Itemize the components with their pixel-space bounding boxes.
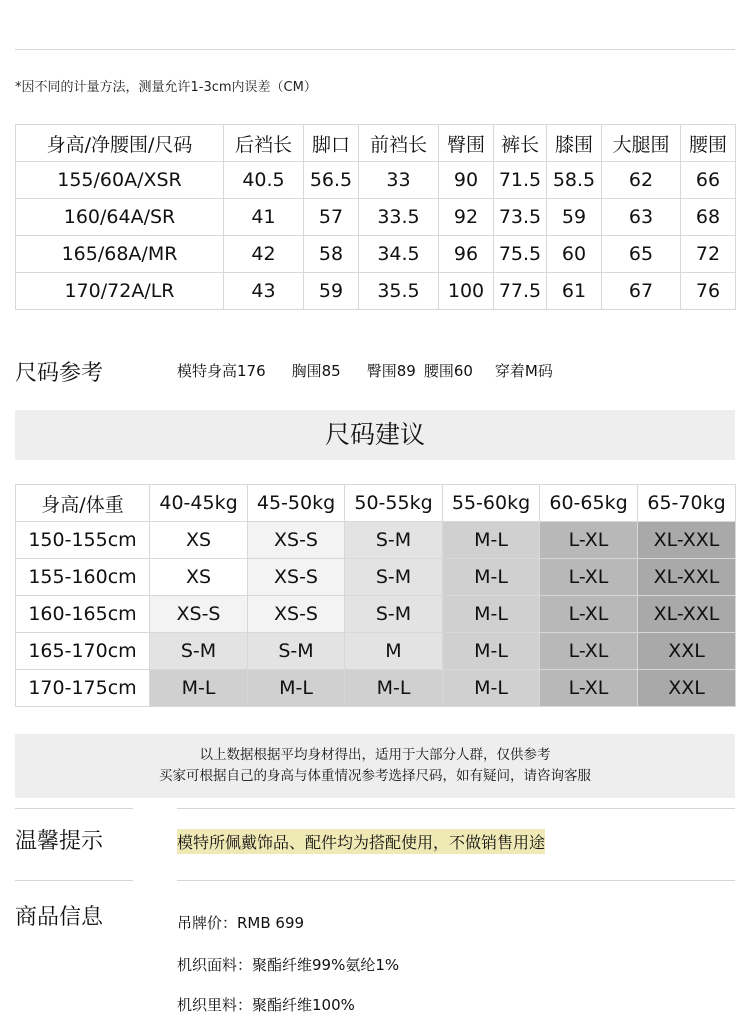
size-table-header: 脚口	[304, 125, 359, 162]
size-recommendation-banner: 尺码建议	[15, 410, 735, 460]
size-table-header: 裤长	[494, 125, 547, 162]
size-table-cell: 170/72A/LR	[16, 273, 224, 310]
size-table-cell: 100	[439, 273, 494, 310]
model-measurements	[177, 360, 579, 381]
size-table-row	[16, 162, 736, 199]
size-table-cell: 35.5	[359, 273, 439, 310]
recommend-header: 60-65kg	[540, 485, 638, 522]
recommend-size-cell: XS-S	[248, 559, 345, 596]
size-table-cell: 34.5	[359, 236, 439, 273]
recommend-size-cell: M-L	[248, 670, 345, 707]
recommend-height-cell: 155-160cm	[16, 559, 150, 596]
size-table-cell: 90	[439, 162, 494, 199]
recommend-size-cell: XS	[150, 522, 248, 559]
recommend-size-cell: XL-XXL	[638, 522, 736, 559]
measurement-note: *因不同的计量方法，测量允许1-3cm内误差（CM）	[15, 80, 317, 95]
recommend-row	[16, 596, 736, 633]
recommend-size-cell: M-L	[443, 596, 540, 633]
size-table-header: 大腿围	[602, 125, 681, 162]
recommend-size-cell: M-L	[345, 670, 443, 707]
info-divider-right	[177, 880, 735, 881]
size-table-cell: 76	[681, 273, 736, 310]
size-table-cell: 96	[439, 236, 494, 273]
recommend-size-cell: L-XL	[540, 596, 638, 633]
size-table-cell: 66	[681, 162, 736, 199]
disclaimer-line-2: 买家可根据自己的身高与体重情况参考选择尺码，如有疑问，请咨询客服	[159, 768, 591, 784]
size-table-cell: 42	[224, 236, 304, 273]
size-table-cell: 60	[547, 236, 602, 273]
recommend-height-cell: 170-175cm	[16, 670, 150, 707]
recommend-size-cell: M-L	[443, 559, 540, 596]
recommend-header: 55-60kg	[443, 485, 540, 522]
recommend-size-cell: XS-S	[150, 596, 248, 633]
size-table-header: 身高/净腰围/尺码	[16, 125, 224, 162]
size-table-header: 臀围	[439, 125, 494, 162]
recommend-size-cell: XS-S	[248, 596, 345, 633]
size-table-cell: 63	[602, 199, 681, 236]
size-table-cell: 58	[304, 236, 359, 273]
size-table-cell: 165/68A/MR	[16, 236, 224, 273]
recommend-size-cell: L-XL	[540, 670, 638, 707]
recommend-size-cell: S-M	[345, 522, 443, 559]
recommend-height-cell: 160-165cm	[16, 596, 150, 633]
recommend-size-cell: M	[345, 633, 443, 670]
size-table-cell: 57	[304, 199, 359, 236]
size-table-cell: 68	[681, 199, 736, 236]
fabric-composition: 机织面料：聚酯纤维99%氨纶1%	[177, 956, 400, 974]
model-hip: 臀围89	[366, 362, 416, 380]
top-divider	[15, 49, 735, 50]
size-table-header: 腰围	[681, 125, 736, 162]
size-table-header: 膝围	[547, 125, 602, 162]
recommend-header: 45-50kg	[248, 485, 345, 522]
tips-divider-right	[177, 808, 735, 809]
size-table-row	[16, 273, 736, 310]
size-table-cell: 59	[547, 199, 602, 236]
model-waist: 腰围60	[423, 362, 473, 380]
size-table-cell: 73.5	[494, 199, 547, 236]
size-table-cell: 56.5	[304, 162, 359, 199]
size-table-cell: 41	[224, 199, 304, 236]
recommend-size-cell: S-M	[345, 559, 443, 596]
recommend-size-cell: L-XL	[540, 559, 638, 596]
size-table-cell: 58.5	[547, 162, 602, 199]
recommend-size-cell: M-L	[443, 633, 540, 670]
recommend-size-cell: S-M	[345, 596, 443, 633]
disclaimer-box	[15, 734, 735, 798]
recommend-size-cell: XXL	[638, 633, 736, 670]
info-divider-left	[15, 880, 133, 881]
recommend-size-cell: L-XL	[540, 633, 638, 670]
size-table-cell: 33.5	[359, 199, 439, 236]
size-table-cell: 33	[359, 162, 439, 199]
size-table-cell: 77.5	[494, 273, 547, 310]
tips-divider-left	[15, 808, 133, 809]
size-table-cell: 67	[602, 273, 681, 310]
recommend-header-row	[16, 485, 736, 522]
size-table-header: 前裆长	[359, 125, 439, 162]
recommend-height-cell: 150-155cm	[16, 522, 150, 559]
product-info-title: 商品信息	[15, 905, 104, 930]
size-table-cell: 75.5	[494, 236, 547, 273]
size-table-cell: 62	[602, 162, 681, 199]
recommend-header: 身高/体重	[16, 485, 150, 522]
size-table-header-row	[16, 125, 736, 162]
size-table-cell: 65	[602, 236, 681, 273]
recommend-header: 40-45kg	[150, 485, 248, 522]
recommend-row	[16, 522, 736, 559]
recommend-size-cell: M-L	[443, 670, 540, 707]
size-table-cell: 59	[304, 273, 359, 310]
size-table-cell: 160/64A/SR	[16, 199, 224, 236]
size-table-cell: 43	[224, 273, 304, 310]
size-reference-title: 尺码参考	[15, 361, 104, 386]
size-table-cell: 71.5	[494, 162, 547, 199]
disclaimer-line-1: 以上数据根据平均身材得出，适用于大部分人群，仅供参考	[199, 747, 551, 763]
recommend-height-cell: 165-170cm	[16, 633, 150, 670]
recommend-header: 65-70kg	[638, 485, 736, 522]
model-height: 模特身高176	[177, 362, 266, 380]
size-chart-table	[15, 124, 736, 310]
tips-text: 模特所佩戴饰品、配件均为搭配使用，不做销售用途	[177, 829, 545, 854]
size-table-header: 后裆长	[224, 125, 304, 162]
size-table-row	[16, 236, 736, 273]
size-table-cell: 92	[439, 199, 494, 236]
recommend-size-cell: S-M	[248, 633, 345, 670]
recommend-size-cell: L-XL	[540, 522, 638, 559]
recommend-size-cell: XS-S	[248, 522, 345, 559]
recommend-size-cell: M-L	[443, 522, 540, 559]
size-recommendation-table	[15, 484, 736, 707]
recommend-row	[16, 670, 736, 707]
model-bust: 胸围85	[291, 362, 341, 380]
size-table-cell: 61	[547, 273, 602, 310]
tag-price: 吊牌价：RMB 699	[177, 914, 305, 932]
size-table-cell: 155/60A/XSR	[16, 162, 224, 199]
model-size-worn: 穿着M码	[494, 362, 553, 380]
tips-title: 温馨提示	[15, 829, 104, 854]
recommend-row	[16, 633, 736, 670]
recommend-size-cell: XXL	[638, 670, 736, 707]
recommend-size-cell: M-L	[150, 670, 248, 707]
recommend-size-cell: XL-XXL	[638, 559, 736, 596]
recommend-row	[16, 559, 736, 596]
recommend-header: 50-55kg	[345, 485, 443, 522]
size-table-row	[16, 199, 736, 236]
recommend-size-cell: XL-XXL	[638, 596, 736, 633]
size-table-cell: 40.5	[224, 162, 304, 199]
size-table-cell: 72	[681, 236, 736, 273]
recommend-size-cell: S-M	[150, 633, 248, 670]
recommend-size-cell: XS	[150, 559, 248, 596]
lining-composition: 机织里料：聚酯纤维100%	[177, 996, 355, 1014]
